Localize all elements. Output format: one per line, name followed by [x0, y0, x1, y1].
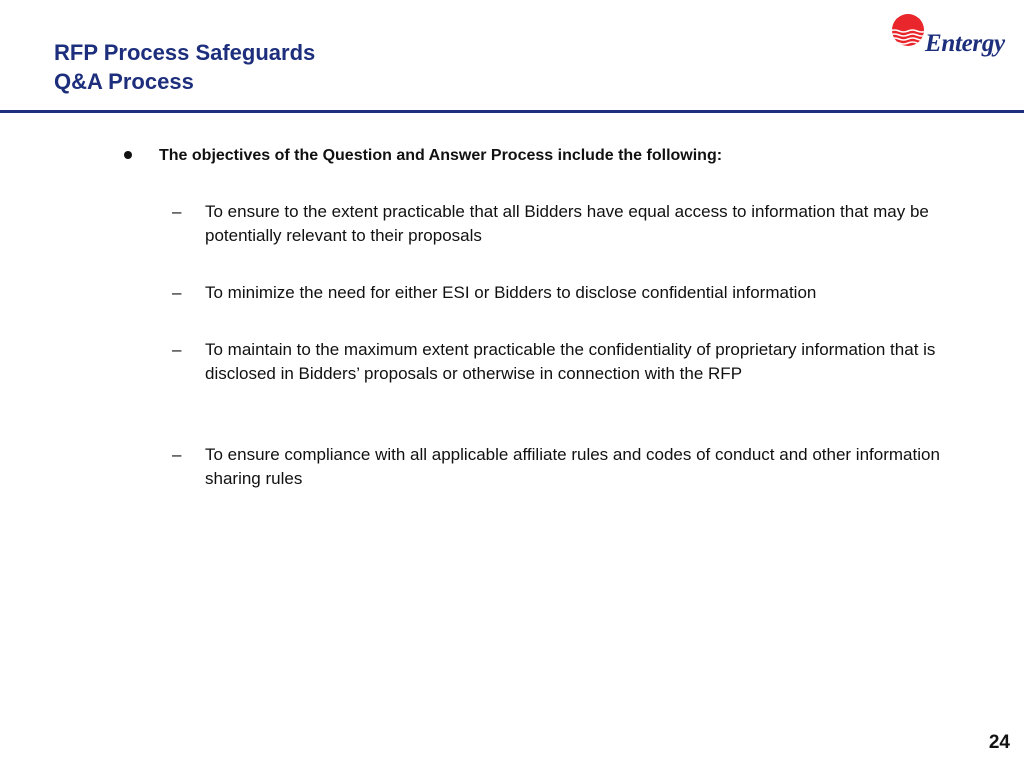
dash-marker: – — [172, 202, 182, 221]
main-bullet-text: The objectives of the Question and Answer Process include the following: — [159, 147, 723, 164]
logo-wordmark: Entergy — [925, 30, 1005, 57]
sub-item-text: To minimize the need for either ESI or Bidders to disclose confidential information — [205, 283, 817, 302]
sub-item-text: To ensure compliance with all applicable affiliate rules and codes of conduct and other information sharing rules — [205, 445, 940, 488]
entergy-logo — [890, 12, 1012, 66]
sub-item-text: To ensure to the extent practicable that all Bidders have equal access to information that may be potentially relevant to their proposals — [205, 202, 929, 245]
dash-marker: – — [172, 283, 182, 302]
title-line-2: Q&A Process — [54, 69, 194, 94]
sub-item-text: To maintain to the maximum extent practicable the confidentiality of proprietary information that is disclosed in Bidders’ proposals or otherwise in connection with the RFP — [205, 340, 936, 383]
dash-marker: – — [172, 340, 182, 359]
dash-marker: – — [172, 445, 182, 464]
page-number: 24 — [988, 732, 1010, 753]
slide-title — [54, 38, 315, 96]
bullet-dot-icon — [124, 151, 132, 159]
header-divider — [0, 110, 1024, 113]
title-line-1: RFP Process Safeguards — [54, 40, 316, 65]
sun-over-water-icon — [890, 12, 926, 52]
